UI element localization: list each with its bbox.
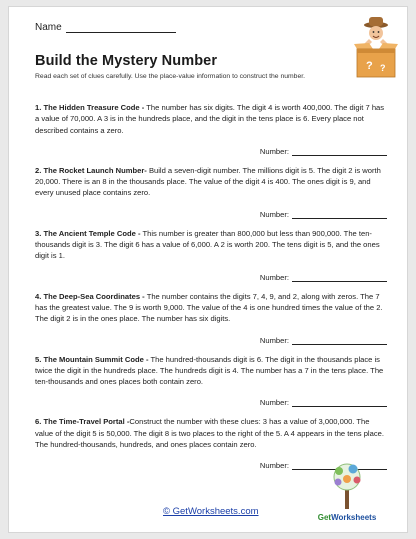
name-label: Name: [35, 22, 62, 33]
question-body: The hundred-thousands digit is 6. The digit in the thousands place is twice the digit in the hundreds place. The hundreds digit is 4. The number has a 7 in the tens place. The ten-thousands and ones places both contain zero.: [35, 354, 384, 387]
question-title: 1. The Hidden Treasure Code -: [35, 103, 145, 112]
question-body: The number has six digits. The digit 4 is worth 400,000. The digit 7 has a value of 70,000. A 3 is in the hundreds place, and the digit in the tens place is 6. Every place not described contains a zero.: [35, 103, 385, 135]
question-body: This number is greater than 800,000 but less than 900,000. The ten-thousands digit is 3. The digit 6 has a value of 6,000. A 2 is worth 200. The tens digit is 5, and the ones digit is 1.: [35, 228, 380, 261]
answer-label: Number:: [259, 398, 289, 408]
worksheet-page: [8, 6, 408, 533]
question-1: [35, 102, 387, 156]
answer-field-line[interactable]: [292, 148, 387, 156]
question-title: 2. The Rocket Launch Number-: [35, 165, 147, 175]
answer-label: Number:: [259, 209, 289, 219]
logo-text: [305, 513, 389, 522]
svg-text:?: ?: [366, 60, 373, 72]
question-title: 3. The Ancient Temple Code -: [35, 228, 141, 238]
answer-label: Number:: [259, 335, 289, 345]
questions-list: [35, 102, 387, 479]
question-5: [35, 354, 387, 408]
answer-label: Number:: [259, 146, 289, 156]
question-4: [35, 291, 387, 345]
svg-text:?: ?: [380, 63, 386, 73]
tree-logo-icon: [305, 457, 389, 513]
answer-row: [35, 397, 387, 407]
question-body: Construct the number with these clues: 3 has a value of 3,000,000. The value of the digit 5 is 50,000. The digit 8 is two places to the right of the 5. A 4 appears in the tens place. The hundred-thousands, hundreds, and ones places contain zero.: [35, 417, 384, 450]
mystery-box-illustration: [351, 15, 401, 81]
question-2: [35, 165, 387, 219]
answer-row: [35, 272, 387, 282]
answer-field-line[interactable]: [292, 211, 387, 219]
answer-field-line[interactable]: [292, 399, 387, 407]
answer-label: Number:: [259, 461, 289, 471]
answer-row: [35, 146, 387, 156]
page-title: Build the Mystery Number: [35, 53, 218, 69]
question-title: 4. The Deep-Sea Coordinates -: [35, 291, 145, 301]
logo-get-text: Get: [317, 513, 332, 522]
question-title: 6. The Time-Travel Portal -: [35, 417, 130, 427]
answer-label: Number:: [259, 272, 289, 282]
logo-worksheets-text: Worksheets: [331, 513, 377, 522]
question-3: [35, 228, 387, 282]
name-field-line[interactable]: [66, 24, 176, 33]
answer-row: [35, 209, 387, 219]
name-row: [35, 22, 176, 33]
question-title: 5. The Mountain Summit Code -: [35, 354, 149, 364]
page-subtitle: Read each set of clues carefully. Use the place-value information to construct the number.: [35, 73, 306, 80]
answer-field-line[interactable]: [292, 337, 387, 345]
getworksheets-link[interactable]: © GetWorksheets.com: [163, 506, 259, 517]
answer-field-line[interactable]: [292, 274, 387, 282]
answer-row: [35, 335, 387, 345]
question-body: The number contains the digits 7, 4, 9, and 2, along with zeros. The 7 has the greatest value. The 9 is worth 9,000. The value of the 4 is one hundred times the value of the 2. The digit 2 is in the ones place. The number has six digits.: [35, 291, 383, 324]
question-body: Build a seven-digit number. The millions digit is 5. The digit 2 is worth 20,000. There is an 8 in the thousands place. The value of the digit 4 is 400. The ones digit is 9, and every unused place contains zero.: [35, 165, 381, 198]
getworksheets-logo: [305, 457, 389, 529]
